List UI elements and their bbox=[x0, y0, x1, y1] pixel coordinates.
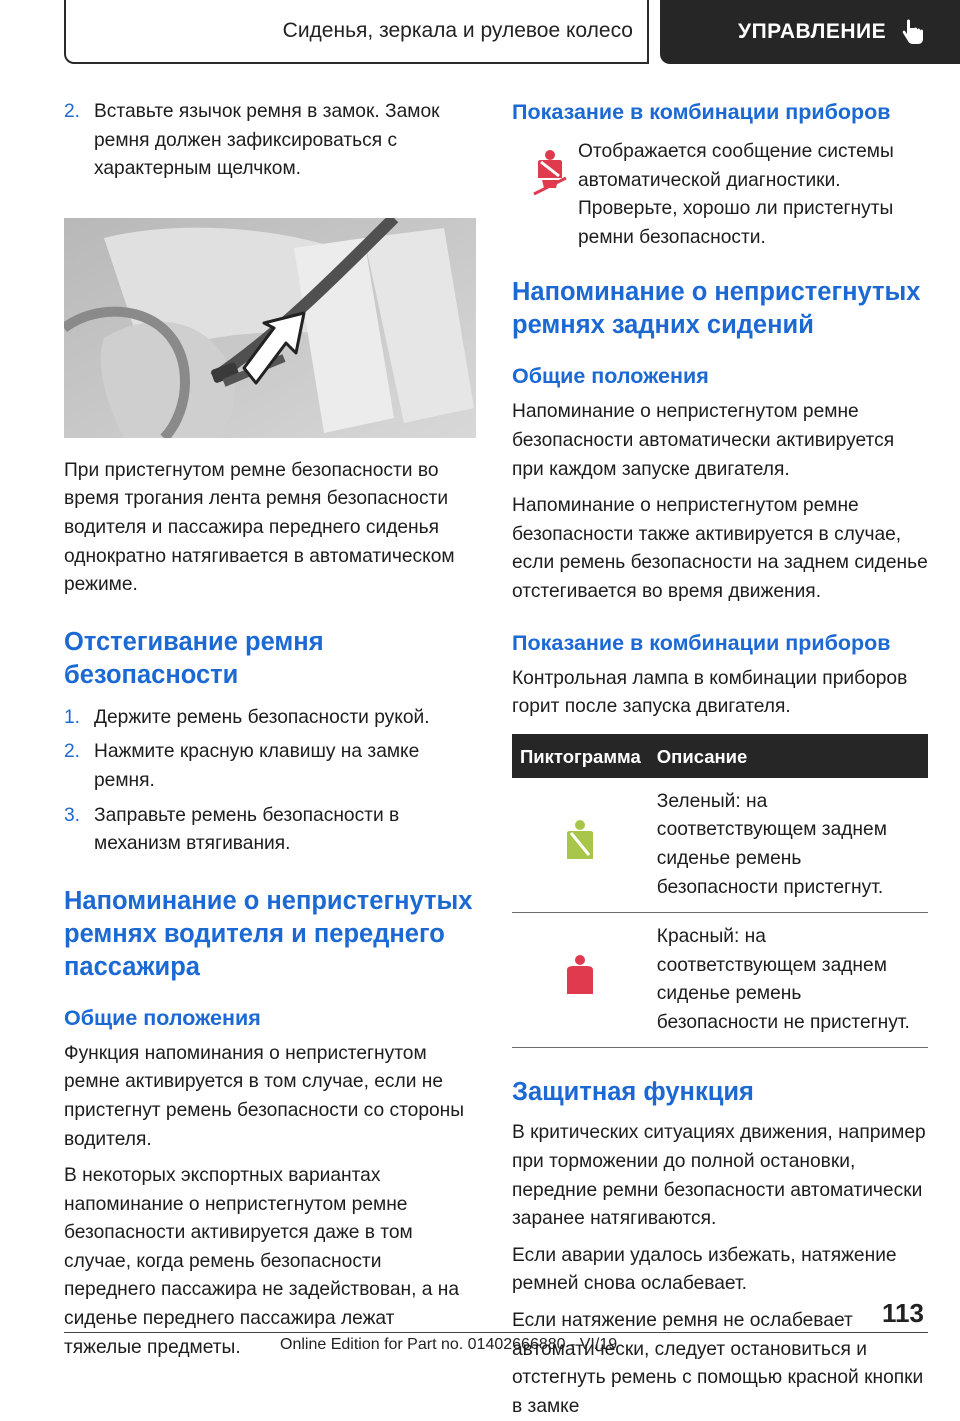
table-header-row bbox=[512, 734, 928, 778]
right-column bbox=[512, 98, 928, 1421]
header-chapter-title: УПРАВЛЕНИЕ bbox=[738, 20, 887, 43]
step-number: 1. bbox=[64, 706, 81, 728]
header-chapter-tab bbox=[660, 0, 960, 64]
heading-protection: Защитная функция bbox=[512, 1078, 754, 1107]
column-header-pictogram: Пиктограмма bbox=[512, 734, 649, 778]
heading-unbuckle: Отстегивание ремня безопасности bbox=[64, 627, 324, 689]
page-number: 113 bbox=[882, 1298, 924, 1328]
step-insert-tongue bbox=[64, 98, 476, 184]
paragraph-general-1: Функция напоминания о непристегнутом ремне активируется в том случае, если не пристегнут ремень безопасности со стороны водителя. bbox=[64, 1042, 465, 1150]
paragraph-protect-1: В критических ситуациях движения, например при торможении до полной остановки, передние ремни безопасности автоматически заранее натягиваются. bbox=[512, 1122, 926, 1230]
step-number: 2. bbox=[64, 101, 81, 122]
seatbelt-warning-icon bbox=[532, 148, 568, 196]
display-message-text: Отображается сообщение системы автоматической диагностики. Проверьте, хорошо ли пристегнуты ремни безопасности. bbox=[578, 141, 894, 248]
list-item bbox=[64, 704, 476, 733]
step-number: 3. bbox=[64, 804, 81, 826]
header-section-title: Сиденья, зеркала и рулевое колесо bbox=[282, 19, 633, 42]
paragraph-protect-3: Если натяжение ремня не ослабевает автоматически, следует остановиться и отстегнуть ремень с помощью красной кнопки в замке bbox=[512, 1310, 924, 1417]
pictogram-table bbox=[512, 734, 928, 1049]
step-text: Нажмите красную клавишу на замке ремня. bbox=[94, 741, 420, 791]
column-header-description: Описание bbox=[649, 734, 928, 778]
step-number: 2. bbox=[64, 741, 81, 763]
list-item bbox=[64, 802, 476, 859]
list-item bbox=[64, 738, 476, 795]
footer-edition: Online Edition for Part no. 01402666880 - VI/19 bbox=[280, 1336, 618, 1353]
paragraph-rear-1: Напоминание о непристегнутом ремне безопасности автоматически активируется при каждом запуске двигателя. bbox=[512, 401, 895, 480]
header-section-tab bbox=[64, 0, 649, 64]
paragraph-pretension: При пристегнутом ремне безопасности во время трогания лента ремня безопасности водителя и пассажира переднего сиденья однократно натягивается в автоматическом режиме. bbox=[64, 459, 455, 596]
heading-display-2: Показание в комбинации приборов bbox=[512, 630, 891, 655]
footer-divider bbox=[64, 1332, 928, 1333]
step-text: Заправьте ремень безопасности в механизм втягивания. bbox=[94, 804, 400, 855]
heading-general: Общие положения bbox=[64, 1005, 261, 1030]
seatbelt-buckle-photo bbox=[64, 218, 476, 438]
table-row bbox=[512, 778, 928, 913]
paragraph-protect-2: Если аварии удалось избежать, натяжение ремней снова ослабевает. bbox=[512, 1244, 897, 1295]
step-text: Вставьте язычок ремня в замок. Замок ремня должен зафиксироваться с характерным щелчком. bbox=[94, 101, 440, 180]
seatbelt-fastened-green-icon bbox=[563, 819, 597, 861]
paragraph-rear-2: Напоминание о непристегнутом ремне безопасности также активируется в случае, если ремень безопасности на заднем сиденье отстегивается во время движения. bbox=[512, 495, 928, 602]
check-control-message bbox=[512, 138, 928, 252]
heading-display-1: Показание в комбинации приборов bbox=[512, 100, 891, 124]
seatbelt-unfastened-red-icon bbox=[563, 954, 597, 996]
step-text: Держите ремень безопасности рукой. bbox=[94, 706, 430, 728]
heading-general: Общие положения bbox=[512, 364, 709, 389]
row-description: Красный: на соответствующем заднем сиденье ремень безопасности не пристегнут. bbox=[649, 913, 928, 1048]
hand-pointer-icon bbox=[902, 19, 924, 45]
heading-reminder-rear: Напоминание о непристегнутых ремнях задних сидений bbox=[512, 278, 921, 340]
heading-reminder-front: Напоминание о непристегнутых ремнях водителя и переднего пассажира bbox=[64, 886, 473, 981]
paragraph-indicator-lamp: Контрольная лампа в комбинации приборов горит после запуска двигателя. bbox=[512, 667, 908, 718]
left-column bbox=[64, 98, 476, 1362]
table-row bbox=[512, 913, 928, 1048]
row-description: Зеленый: на соответствующем заднем сиденье ремень безопасности пристегнут. bbox=[649, 778, 928, 913]
paragraph-general-2: В некоторых экспортных вариантах напоминание о непристегнутом ремне безопасности активируется даже в том случае, когда ремень безопасности переднего пассажира не задействован, а на сиденье переднего пассажира лежат тяжелые предметы. bbox=[64, 1165, 460, 1358]
